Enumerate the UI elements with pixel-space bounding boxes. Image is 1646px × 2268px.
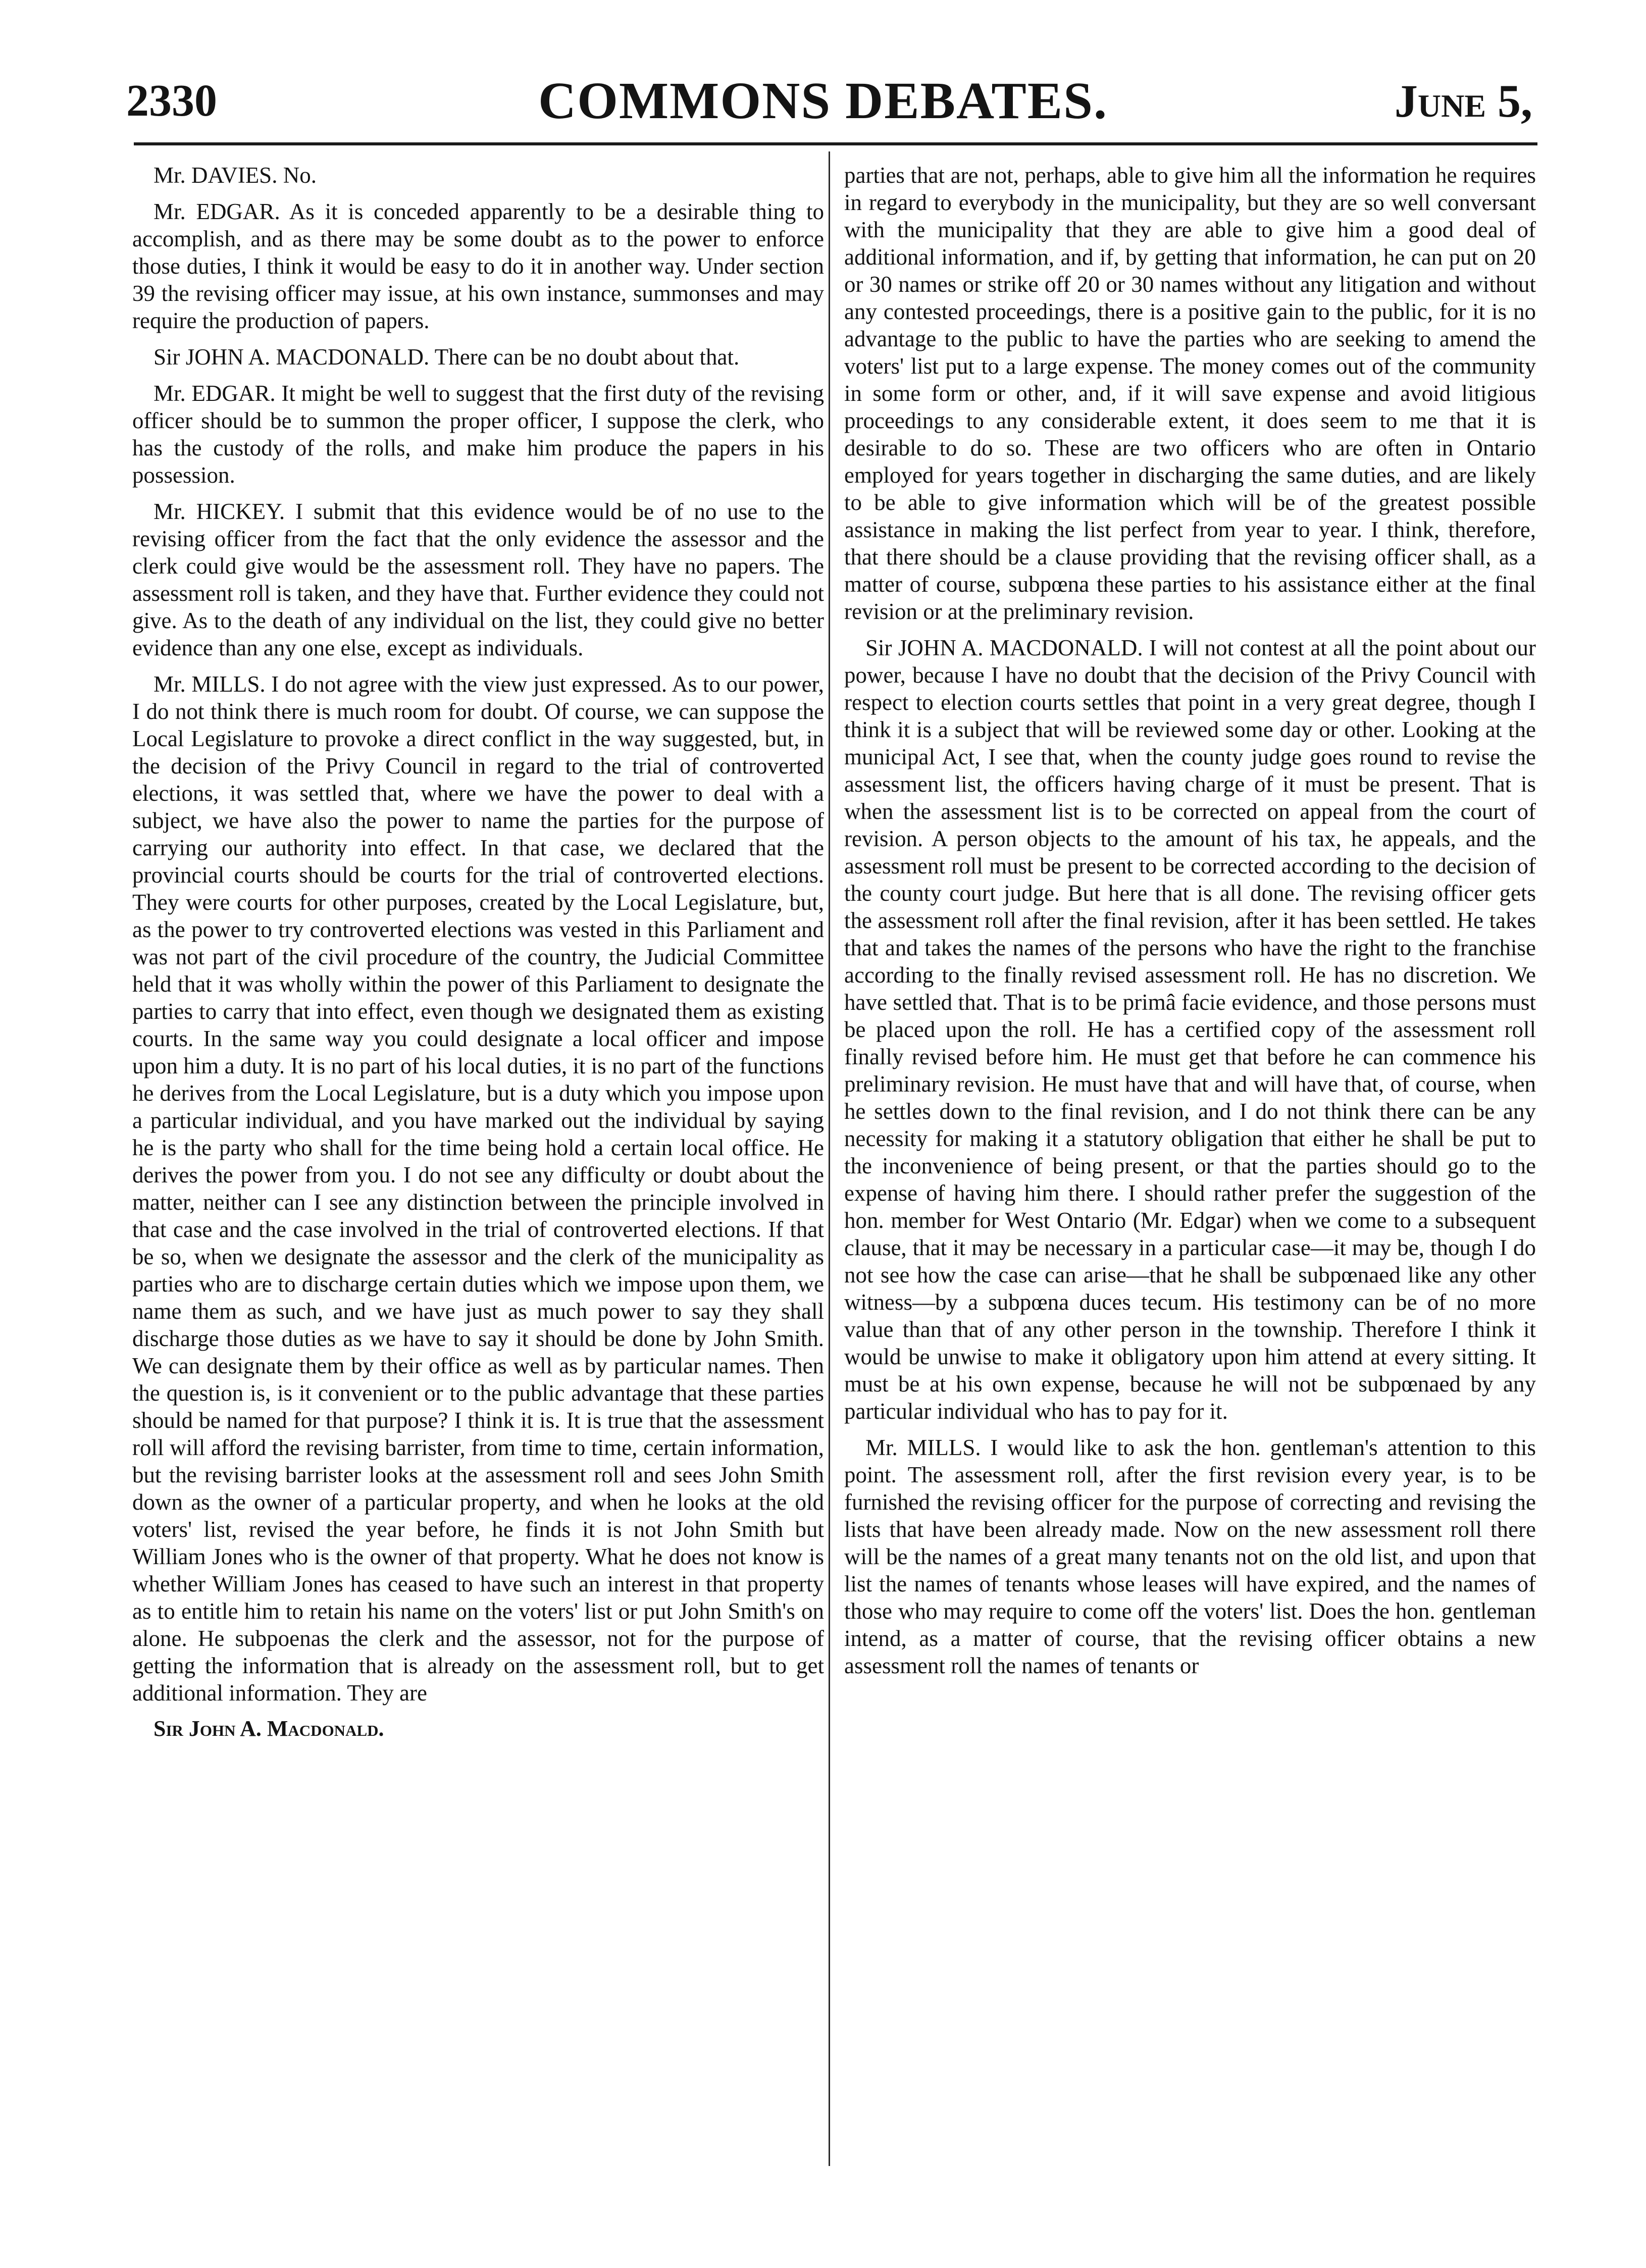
speech-paragraph <box>132 380 824 489</box>
speaker-name: Sir JOHN A. MACDONALD. <box>865 635 1143 660</box>
speech-paragraph <box>132 343 824 371</box>
speech-text: I submit that this evidence would be of no use to the revising officer from the fact that the only evidence the assessor and the clerk could give would be the assessment roll. They have no papers. The assessment roll is taken, and they have that. Further evidence they could not give. As to the death of any individual on the list, they could give no better evidence than any one else, except as individuals. <box>132 499 824 660</box>
column-divider <box>829 151 830 2166</box>
speech-text: As it is conceded apparently to be a desirable thing to accomplish, and as there may be some doubt as to the power to enforce those duties, I think it would be easy to do it in another way. Under section 39 the revising officer may issue, at his own instance, summonses and may require the production of papers. <box>132 199 824 333</box>
speech-text: There can be no doubt about that. <box>434 344 740 370</box>
speech-paragraph-continued <box>844 162 1536 625</box>
page-footer-speaker: Sir John A. Macdonald. <box>153 1716 384 1741</box>
speaker-name: Mr. EDGAR. <box>153 381 276 406</box>
speech-text: It might be well to suggest that the first duty of the revising officer should be to summon the proper officer, I suppose the clerk, who has the custody of the rolls, and make him produce the papers in his possession. <box>132 381 825 488</box>
speech-paragraph <box>132 198 824 334</box>
speech-text: No. <box>283 163 317 188</box>
speaker-name: Mr. MILLS. <box>865 1435 981 1460</box>
left-column <box>132 162 824 1742</box>
speaker-name: Mr. EDGAR. <box>153 199 280 224</box>
speech-paragraph <box>132 671 824 1707</box>
speaker-name: Mr. HICKEY. <box>153 499 285 524</box>
speaker-name: Mr. MILLS. <box>153 672 266 697</box>
speech-text: I will not contest at all the point about our power, because I have no doubt that the decision of the Privy Council with respect to election courts settles that point in a very great degree, though I think it is a subject that will be reviewed some day or other. Looking at the municipal Act, I see that, when the county judge goes round to revise the assessment list, the officers having charge of it must be present. That is when the assessment list is to be corrected on appeal from the court of revision. A person objects to the amount of his tax, he appeals, and the assessment roll must be present to be corrected according to the decision of the county court judge. But here that is all done. The revising officer gets the assessment roll after the final revision, after it has been settled. He takes that and takes the names of the persons who have the right to the franchise according to the finally revised assessment roll. He has no discretion. We have settled that. That is to be primâ facie evidence, and those persons must be placed upon the roll. He has a certified copy of the assessment roll finally revised before him. He must get that before he can commence his preliminary revision. He must have that and will have that, of course, when he settles down to the final revision, and I do not think there can be any necessity for making it a statutory obligation that either he shall be put to the inconvenience of being present, or that the parties should go to the expense of having him there. I should rather prefer the suggestion of the hon. member for West Ontario (Mr. Edgar) when we come to a subsequent clause, that it may be necessary in a particular case—it may be, though I do not see how the case can arise—that he shall be subpœnaed like any other witness—by a subpœna duces tecum. His testimony can be of no more value than that of any other person in the township. Therefore I think it would be unwise to make it obligatory upon him attend at every sitting. It must be at his own expense, because he will not be subpœnaed by any particular individual who has to pay for it. <box>844 635 1536 1424</box>
speaker-name: Mr. DAVIES. <box>153 163 278 188</box>
header-rule <box>134 142 1537 145</box>
speech-paragraph <box>132 162 824 189</box>
speech-paragraph <box>844 634 1536 1425</box>
page-date: June 5, <box>1394 75 1532 127</box>
publication-title: COMMONS DEBATES. <box>538 72 1108 130</box>
speech-text: I do not agree with the view just expressed. As to our power, I do not think there is much room for doubt. Of course, we can suppose the Local Legislature to provoke a direct conflict in the way suggested, but, in the decision of the Privy Council in regard to the trial of controverted elections, it was settled that, where we have the power to deal with a subject, we have also the power to name the parties for the purpose of carrying our authority into effect. In that case, we declared that the provincial courts should be courts for the trial of controverted elections. They were courts for other purposes, created by the Local Legislature, but, as the power to try controverted elections was vested in this Parliament and was not part of the civil procedure of the country, the Judicial Committee held that it was wholly within the power of this Parliament to designate the parties to carry that into effect, even though we designated them as existing courts. In the same way you could designate a local officer and impose upon him a duty. It is no part of his local duties, it is no part of the functions he derives from the Local Legislature, but is a duty which you impose upon a particular individual, and you have marked out the individual by saying he is the party who shall for the time being hold a certain local office. He derives the power from you. I do not see any difficulty or doubt about the matter, neither can I see any distinction between the principle involved in that case and the case involved in the trial of controverted elections. If that be so, when we designate the assessor and the clerk of the municipality as parties who are to discharge certain duties which we impose upon them, we name them as such, and we have just as much power to say they shall discharge those duties as we have to say it should be done by John Smith. We can designate them by their office as well as by particular names. Then the question is, is it convenient or to the public advantage that these parties should be named for that purpose? I think it is. It is true that the assessment roll will afford the revising barrister, from time to time, certain information, but the revising barrister looks at the assessment roll and sees John Smith down as the owner of a particular property, and when he looks at the old voters' list, revised the year before, he finds it is not John Smith but William Jones who is the owner of that property. What he does not know is whether William Jones has ceased to have such an interest in that property as to entitle him to retain his name on the voters' list or put John Smith's on alone. He subpoenas the clerk and the assessor, not for the purpose of getting the information that is already on the assessment roll, but to get additional information. They are <box>132 672 824 1706</box>
speech-text: parties that are not, perhaps, able to give him all the information he requires in regard to everybody in the municipality, but they are so well conversant with the municipality that they are able to give him a good deal of additional information, and if, by getting that information, he can put on 20 or 30 names or strike off 20 or 30 names without any litigation and without any contested proceedings, there is a positive gain to the public, for it is no advantage to the public to have the parties who are seeking to amend the voters' list put to a large expense. The money comes out of the community in some form or other, and, if it will save expense and avoid litigious proceedings to any considerable extent, it does seem to me that it is desirable to do so. These are two officers who are often in Ontario employed for years together in discharging the same duties, and are likely to be able to give information which will be of the greatest possible assistance in making the list perfect from year to year. I think, therefore, that there should be a clause providing that the revising officer shall, as a matter of course, subpœna these parties to his assistance either at the final revision or at the preliminary revision. <box>844 163 1536 624</box>
speech-text: I would like to ask the hon. gentleman's attention to this point. The assessment roll, after the first revision every year, is to be furnished the revising officer for the purpose of correcting and revising the lists that have been already made. Now on the new assessment roll there will be the names of a great many tenants not on the old list, and upon that list the names of tenants whose leases will have expired, and the names of those who may require to come off the voters' list. Does the hon. gentleman intend, as a matter of course, that the revising officer obtains a new assessment roll the names of tenants or <box>844 1435 1536 1678</box>
page-number: 2330 <box>126 76 217 126</box>
speaker-name: Sir JOHN A. MACDONALD. <box>153 344 430 370</box>
right-column <box>844 162 1536 1688</box>
speech-paragraph <box>844 1434 1536 1679</box>
speech-paragraph <box>132 498 824 661</box>
